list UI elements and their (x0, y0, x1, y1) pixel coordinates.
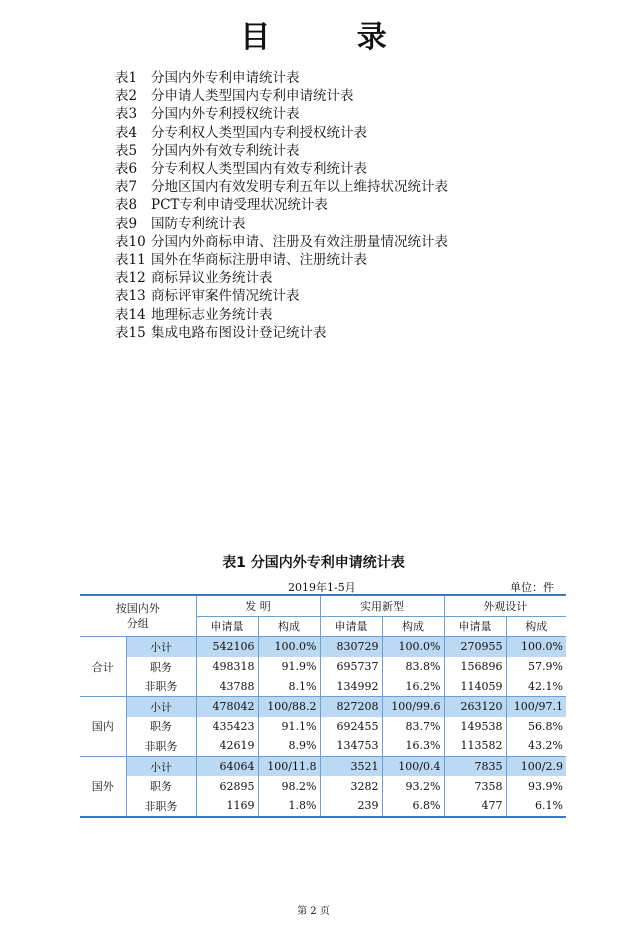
table-cell: 8.9% (258, 736, 320, 756)
row-label: 小计 (126, 696, 196, 716)
toc-item (115, 287, 448, 305)
row-label: 小计 (126, 756, 196, 776)
toc-item-code: 表10 (115, 233, 146, 250)
toc-item-title: 集成电路布图设计登记统计表 (151, 324, 327, 341)
toc-item-code: 表11 (115, 252, 146, 269)
table1-unit: 单位：件 (510, 581, 554, 594)
table1-date: 2019年1-5月 (288, 581, 356, 594)
toc-item (115, 142, 448, 160)
table-cell: 1.8% (258, 796, 320, 817)
table-cell: 91.9% (258, 657, 320, 677)
sub-header: 构成 (258, 616, 320, 637)
toc-item-title: 分国内外专利申请统计表 (151, 70, 300, 86)
column-group-invention: 发 明 (196, 595, 320, 616)
table-row (80, 796, 566, 817)
table-cell: 477 (444, 796, 506, 817)
table-cell: 100.0% (506, 637, 566, 657)
sub-header: 构成 (382, 616, 444, 637)
row-label: 职务 (126, 657, 196, 677)
table-row (80, 736, 566, 756)
table-cell: 692455 (320, 717, 382, 737)
toc-item (115, 196, 448, 214)
table-cell: 100/0.4 (382, 756, 444, 776)
toc-item-title: 分国内外专利授权统计表 (151, 106, 300, 123)
toc-item-code: 表3 (115, 106, 138, 123)
table-cell: 6.1% (506, 796, 566, 817)
table-cell: 134992 (320, 676, 382, 696)
toc-item (115, 124, 448, 142)
table-cell: 149538 (444, 717, 506, 737)
toc-item-title: 分国内外有效专利统计表 (151, 142, 300, 159)
toc-item-code: 表12 (115, 270, 146, 287)
toc-item-title: 商标异议业务统计表 (151, 270, 273, 287)
table-cell: 113582 (444, 736, 506, 756)
toc-item-code: 表4 (115, 124, 138, 141)
table1-title: 表1 分国内外专利申请统计表 (222, 555, 405, 571)
table-cell: 93.2% (382, 776, 444, 796)
toc-item-title: 地理标志业务统计表 (151, 306, 273, 323)
table-cell: 98.2% (258, 776, 320, 796)
table-cell: 83.8% (382, 657, 444, 677)
table-cell: 100/97.1 (506, 696, 566, 716)
toc-item-code: 表9 (115, 215, 138, 232)
toc-item (115, 306, 448, 324)
toc-item (115, 324, 448, 342)
table-cell: 3521 (320, 756, 382, 776)
toc-item-title: 国外在华商标注册申请、注册统计表 (151, 252, 367, 269)
row-label: 职务 (126, 776, 196, 796)
table-cell: 43.2% (506, 736, 566, 756)
toc-item-code: 表2 (115, 88, 138, 105)
row-label: 非职务 (126, 736, 196, 756)
table-cell: 83.7% (382, 717, 444, 737)
toc-item-code: 表1 (115, 70, 138, 86)
toc-item-code: 表15 (115, 324, 146, 341)
toc-list (115, 69, 448, 342)
toc-item (115, 105, 448, 123)
table-row (80, 717, 566, 737)
toc-item-title: 商标评审案件情况统计表 (151, 288, 300, 305)
toc-item-title: 分专利权人类型国内有效专利统计表 (151, 161, 367, 178)
table-cell: 435423 (196, 717, 258, 737)
column-group-design: 外观设计 (444, 595, 566, 616)
toc-item-title: 分国内外商标申请、注册及有效注册量情况统计表 (151, 233, 448, 250)
table-cell: 16.2% (382, 676, 444, 696)
toc-item (115, 269, 448, 287)
toc-item-title: 国防专利统计表 (151, 215, 246, 232)
table-row (80, 676, 566, 696)
table-row (80, 696, 566, 716)
table-cell: 263120 (444, 696, 506, 716)
toc-item (115, 178, 448, 196)
row-label: 小计 (126, 637, 196, 657)
toc-item-title: PCT专利申请受理状况统计表 (151, 197, 328, 214)
toc-item-code: 表6 (115, 161, 138, 178)
table-cell: 93.9% (528, 779, 563, 793)
toc-item (115, 69, 448, 87)
table-cell: 100/88.2 (258, 696, 320, 716)
table-cell: 830729 (320, 637, 382, 657)
table-cell: 91.1% (258, 717, 320, 737)
table-cell: 6.8% (382, 796, 444, 817)
toc-item-code: 表14 (115, 306, 146, 323)
sub-header: 申请量 (196, 616, 258, 637)
table-cell: 57.9% (528, 660, 563, 674)
row-group-label: 国外 (80, 756, 126, 816)
table-row (80, 756, 566, 776)
table-cell: 134753 (320, 736, 382, 756)
patent-application-table (80, 594, 566, 818)
toc-item-code: 表5 (115, 142, 138, 159)
table-cell: 156896 (444, 657, 506, 677)
table-cell: 542106 (196, 637, 258, 657)
toc-item (115, 87, 448, 105)
row-label: 职务 (126, 717, 196, 737)
toc-item (115, 160, 448, 178)
row-label: 非职务 (126, 676, 196, 696)
toc-item-code: 表13 (115, 288, 146, 305)
toc-title: 目 录 (240, 20, 425, 55)
sub-header: 申请量 (444, 616, 506, 637)
table-cell: 270955 (444, 637, 506, 657)
table-cell: 7358 (444, 776, 506, 796)
table-cell: 100.0% (258, 637, 320, 657)
toc-item (115, 215, 448, 233)
table-cell: 498318 (196, 657, 258, 677)
table-cell: 100/99.6 (382, 696, 444, 716)
table-row (80, 657, 566, 677)
table-cell: 42619 (196, 736, 258, 756)
table-cell: 239 (320, 796, 382, 817)
table-cell: 8.1% (258, 676, 320, 696)
toc-item (115, 233, 448, 251)
table-cell: 62895 (196, 776, 258, 796)
sub-header: 申请量 (320, 616, 382, 637)
table-cell: 64064 (196, 756, 258, 776)
table-cell: 16.3% (382, 736, 444, 756)
toc-item-title: 分地区国内有效发明专利五年以上维持状况统计表 (151, 179, 448, 196)
column-group-utility-model: 实用新型 (320, 595, 444, 616)
toc-item-title: 分申请人类型国内专利申请统计表 (151, 88, 354, 105)
table-cell: 478042 (196, 696, 258, 716)
toc-item (115, 251, 448, 269)
toc-item-code: 表8 (115, 197, 138, 214)
sub-header: 构成 (506, 616, 566, 637)
table-row (80, 776, 566, 796)
table-cell: 43788 (196, 676, 258, 696)
table-cell: 827208 (320, 696, 382, 716)
table-cell: 114059 (444, 676, 506, 696)
table-cell: 3282 (320, 776, 382, 796)
table-cell: 7835 (444, 756, 506, 776)
toc-item-title: 分专利权人类型国内专利授权统计表 (151, 124, 367, 141)
table-cell: 100.0% (382, 637, 444, 657)
row-group-label: 合计 (80, 637, 126, 697)
table-cell: 695737 (320, 657, 382, 677)
table-corner-header: 按国内外 分组 (80, 595, 196, 637)
page-number: 第 2 页 (297, 906, 330, 917)
table-cell: 100/11.8 (258, 756, 320, 776)
table-cell: 100/2.9 (506, 756, 566, 776)
table-row (80, 637, 566, 657)
toc-item-code: 表7 (115, 179, 138, 196)
table-cell: 42.1% (506, 676, 566, 696)
row-group-label: 国内 (80, 696, 126, 756)
table-cell: 1169 (196, 796, 258, 817)
row-label: 非职务 (126, 796, 196, 817)
table-cell: 56.8% (528, 719, 563, 733)
